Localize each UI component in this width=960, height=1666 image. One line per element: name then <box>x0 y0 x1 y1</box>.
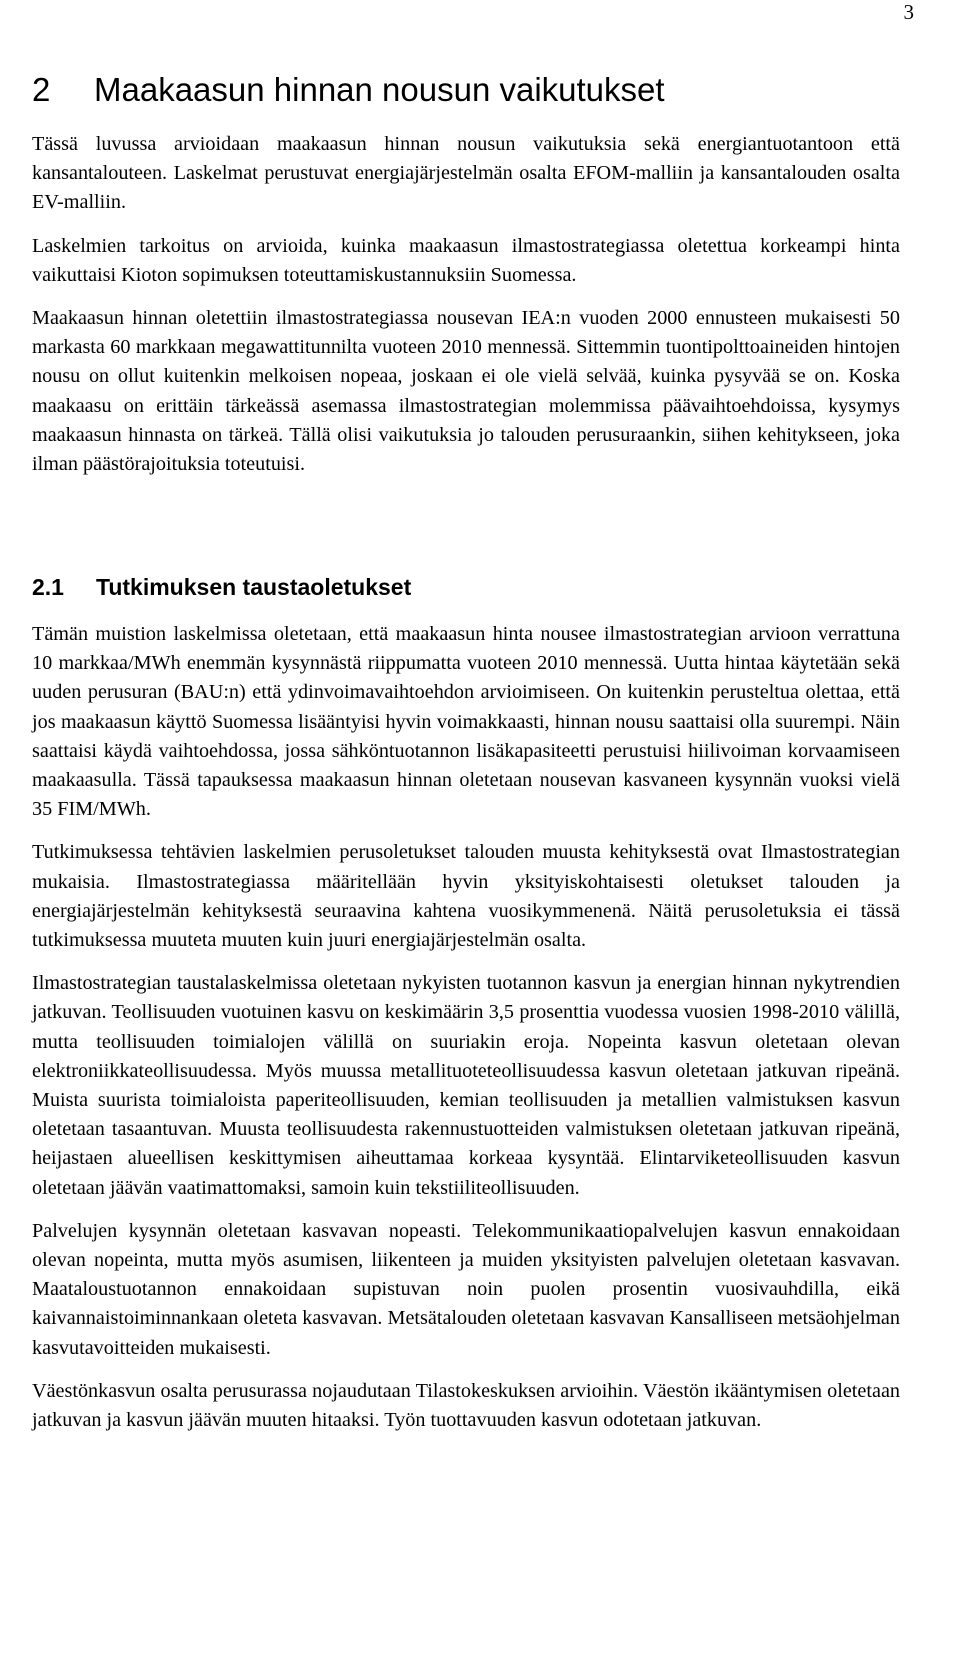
subsection-number: 2.1 <box>32 574 64 600</box>
paragraph: Tässä luvussa arvioidaan maakaasun hinnan nousun vaikutuksia sekä energiantuotantoon että kansantalouteen. Laskelmat perustuvat energiajärjestelmän osalta EFOM-malliin ja kansantalouden osalta EV-malliin. <box>32 133 900 214</box>
paragraph: Väestönkasvun osalta perusurassa nojaudutaan Tilastokeskuksen arvioihin. Väestön ikääntymisen oletetaan jatkuvan ja kasvun jäävän muuten hitaaksi. Työn tuottavuuden kasvun odotetaan jatkuvan. <box>32 1379 900 1432</box>
subsection-heading <box>32 572 411 602</box>
paragraph: Maakaasun hinnan oletettiin ilmastostrategiassa nousevan IEA:n vuoden 2000 ennusteen mukaisesti 50 markasta 60 markkaan megawattitunnilta vuoteen 2010 mennessä. Sittemmin tuontipolttoaineiden hintojen nousu on ollut kuitenkin melkoisen nopeaa, joskaan ei ole vielä selvää, kuinka pysyvää se on. Koska maakaasu on erittäin tärkeässä asemassa ilmastostrategian molemmissa päävaihtoehdoissa, kysymys maakaasun hinnasta on tärkeä. Tällä olisi vaikutuksia jo talouden perusuraankin, siihen kehitykseen, joka ilman päästörajoituksia toteutuisi. <box>32 307 900 476</box>
paragraph: Laskelmien tarkoitus on arvioida, kuinka maakaasun ilmastostrategiassa oletettua korkeampi hinta vaikuttaisi Kioton sopimuksen toteuttamiskustannuksiin Suomessa. <box>32 234 900 286</box>
paragraph: Tämän muistion laskelmissa oletetaan, että maakaasun hinta nousee ilmastostrategian arvioon verrattuna 10 markkaa/MWh enemmän kysynnästä riippumatta vuoteen 2010 mennessä. Uutta hintaa käytetään sekä uuden perusuran (BAU:n) että ydinvoimavaihtoehdon arvioimiseen. On kuitenkin perusteltua olettaa, että jos maakaasun käyttö Suomessa lisääntyisi hyvin voimakkaasti, hinnan nousu saattaisi olla suurempi. Näin saattaisi käydä vaihtoehdossa, jossa sähköntuotannon lisäkapasiteetti perustuisi hiilivoiman korvaamiseen maakaasulla. Tässä tapauksessa maakaasun hinnan oletetaan nousevan kasvaneen kysynnän vuoksi vielä 35 FIM/MWh. <box>32 623 900 821</box>
section-heading <box>32 70 665 110</box>
subsection-body <box>32 620 900 1435</box>
section-title: Maakaasun hinnan nousun vaikutukset <box>94 71 665 108</box>
paragraph: Tutkimuksessa tehtävien laskelmien perusoletukset talouden muusta kehityksestä ovat Ilmastostrategian mukaisia. Ilmastostrategiassa määritellään hyvin yksityiskohtaisesti oletukset talouden ja energiajärjestelmän kehityksestä seuraavina kahtena vuosikymmenenä. Näitä perusoletuksia ei tässä tutkimuksessa muuteta muuten kuin juuri energiajärjestelmän osalta. <box>32 841 900 952</box>
paragraph: Ilmastostrategian taustalaskelmissa oletetaan nykyisten tuotannon kasvun ja energian hinnan nykytrendien jatkuvan. Teollisuuden vuotuinen kasvu on keskimäärin 3,5 prosenttia vuodessa vuosien 1998-2010 välillä, mutta teollisuuden toimialojen välillä on suuriakin eroja. Nopeinta kasvun oletetaan olevan elektroniikkateollisuudessa. Myös muussa metallituoteteollisuudessa kasvun oletetaan jatkuvan ripeänä. Muista suurista toimialoista paperiteollisuuden, kemian teollisuuden ja metallien valmistuksen kasvun oletetaan tasaantuvan. Muusta teollisuudesta rakennustuotteiden valmistuksen oletetaan jatkuvan ripeänä, heijastaen alueellisen keskittymisen aiheuttamaa korkeaa kysyntää. Elintarviketeollisuuden kasvun oletetaan jäävän vaatimattomaksi, samoin kuin tekstiiliteollisuuden. <box>32 972 900 1199</box>
subsection-title: Tutkimuksen taustaoletukset <box>96 574 412 600</box>
section-body <box>32 130 900 479</box>
paragraph: Palvelujen kysynnän oletetaan kasvavan nopeasti. Telekommunikaatiopalvelujen kasvun ennakoidaan olevan nopeinta, mutta myös asumisen, liikenteen ja muiden yksityisten palvelujen oletetaan kasvavan. Maataloustuotannon ennakoidaan supistuvan noin puolen prosentin vuosivauhdilla, eikä kaivannaistoiminnankaan oleteta kasvavan. Metsätalouden oletetaan kasvavan Kansalliseen metsäohjelman kasvutavoitteiden mukaisesti. <box>32 1219 900 1359</box>
page-number: 3 <box>903 0 914 24</box>
section-number: 2 <box>32 71 51 108</box>
